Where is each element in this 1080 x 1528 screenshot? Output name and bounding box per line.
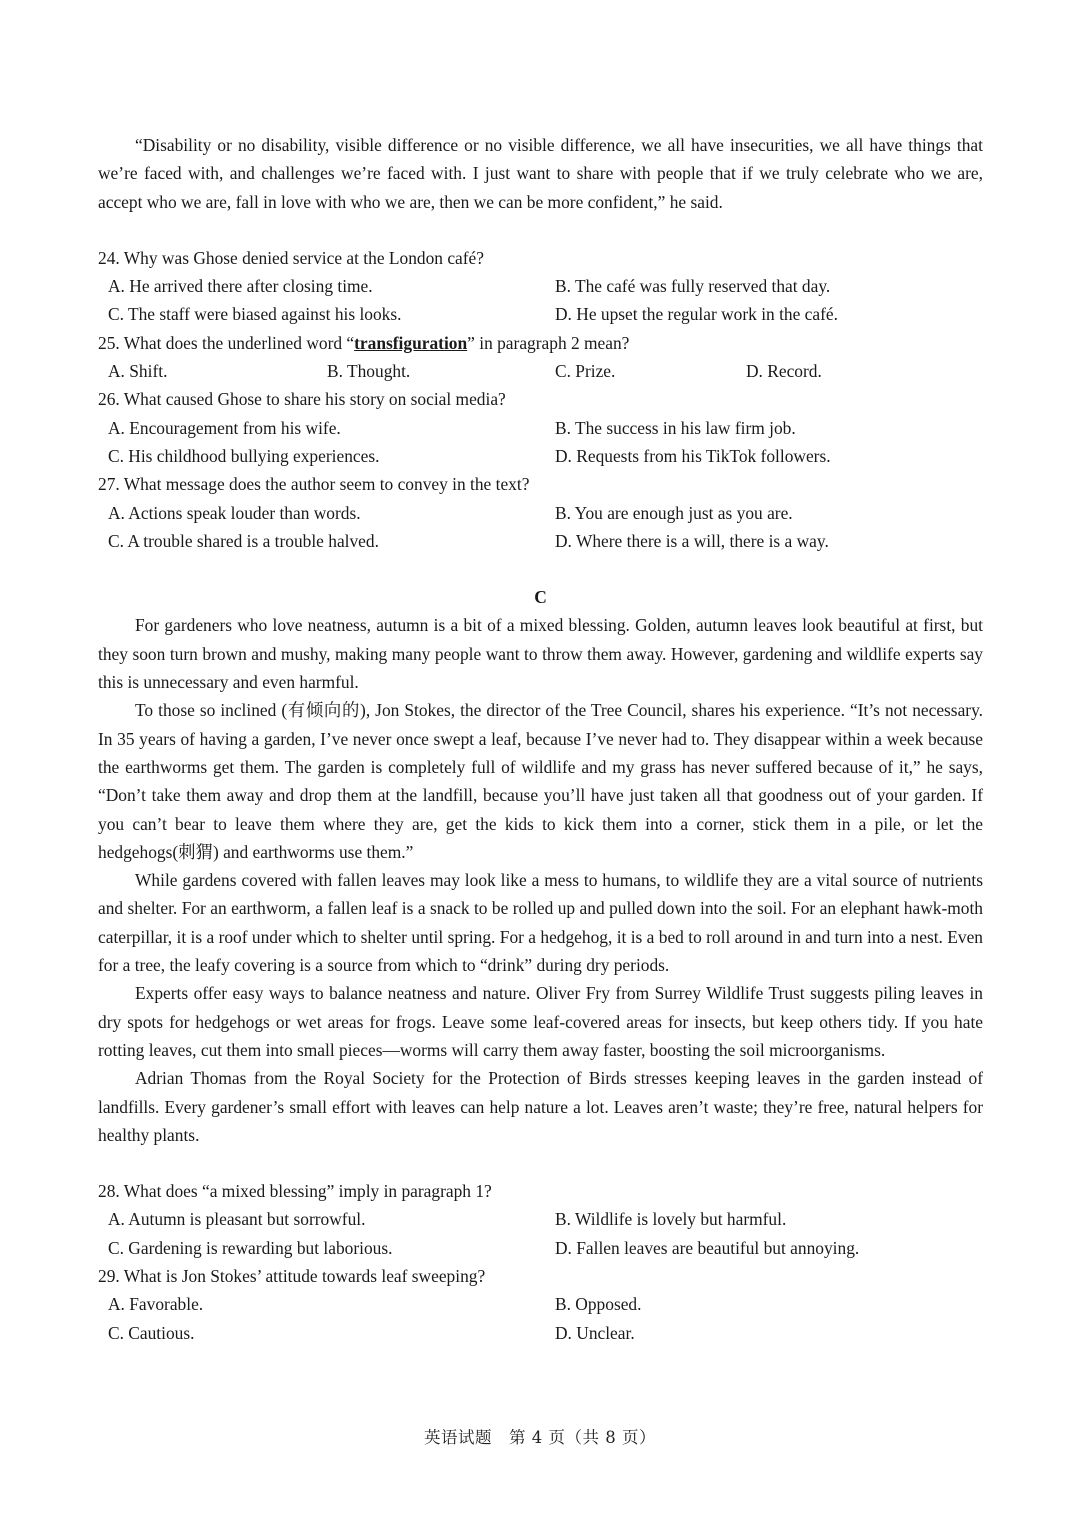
section-c-heading: C [534, 587, 547, 608]
question-29-option-a: A. Favorable. [108, 1294, 204, 1315]
question-28-options-row-1 [98, 1205, 983, 1233]
question-26-stem: 26. What caused Ghose to share his story on social media? [98, 389, 506, 410]
question-27-option-b: B. You are enough just as you are. [555, 502, 793, 523]
question-28-option-b: B. Wildlife is lovely but harmful. [555, 1209, 787, 1230]
question-26-options-row-1 [98, 414, 983, 442]
question-24-option-b: B. The café was fully reserved that day. [555, 276, 831, 297]
question-24-options-row-2 [98, 300, 983, 328]
question-29-option-d: D. Unclear. [555, 1322, 635, 1343]
passage-b-closing-paragraph: “Disability or no disability, visible difference or no visible difference, we all have insecurities, we all have things that we’re faced with, and challenges we’re faced with. I just want to share with people that if we truly celebrate who we are, accept who we are, fall in love with who we are, then we can be more confident,” he said. [98, 135, 983, 212]
question-27-options-row-1 [98, 499, 983, 527]
question-25-option-c: C. Prize. [555, 361, 616, 382]
question-25-option-a: A. Shift. [108, 361, 168, 382]
spacer [98, 1149, 983, 1177]
question-26-options-row-2 [98, 442, 983, 470]
section-c-paragraph-1: For gardeners who love neatness, autumn is a bit of a mixed blessing. Golden, autumn leaves look beautiful at first, but they soon turn brown and mushy, making many people want to throw them away. However, gardening and wildlife experts say this is unnecessary and even harmful. [98, 615, 983, 693]
question-24-option-c: C. The staff were biased against his looks. [108, 304, 402, 325]
question-25-option-d: D. Record. [746, 361, 822, 382]
section-c-paragraph-5: Adrian Thomas from the Royal Society for the Protection of Birds stresses keeping leaves in the garden instead of landfills. Every gardener’s small effort with leaves can help nature a lot. Leaves aren’t waste; they’re free, natural helpers for healthy plants. [98, 1068, 983, 1145]
question-28-option-c: C. Gardening is rewarding but laborious. [108, 1237, 393, 1258]
question-27-option-c: C. A trouble shared is a trouble halved. [108, 530, 379, 551]
question-26-option-c: C. His childhood bullying experiences. [108, 445, 380, 466]
spacer [98, 555, 983, 583]
question-25-options-row [98, 357, 983, 385]
question-25-option-b: B. Thought. [327, 361, 411, 382]
question-29-options-row-1 [98, 1290, 983, 1318]
question-25-stem-before: 25. What does the underlined word “ [98, 332, 355, 353]
question-29-stem: 29. What is Jon Stokes’ attitude towards leaf sweeping? [98, 1265, 486, 1286]
question-26-option-b: B. The success in his law firm job. [555, 417, 796, 438]
question-27-options-row-2 [98, 527, 983, 555]
question-24-option-d: D. He upset the regular work in the café. [555, 304, 838, 325]
section-c-paragraph-2: To those so inclined (有倾向的), Jon Stokes, the director of the Tree Council, shares his experience. “It’s not necessary. In 35 years of having a garden, I’ve never once swept a leaf, because I’ve never had to. They disappear within a week because the earthworms get them. The garden is completely full of wildlife and my grass has never suffered because of it,” he says, “Don’t take them away and drop them at the landfill, because you’ll have just taken all that goodness out of your garden. If you can’t bear to leave them where they are, get the kids to kick them into a corner, stick them in a pile, or let the hedgehogs(刺猬) and earthworms use them.” [98, 700, 983, 862]
question-29-options-row-2 [98, 1319, 983, 1347]
question-28-options-row-2 [98, 1234, 983, 1262]
question-25-underlined-word: transfiguration [354, 332, 468, 353]
question-24-option-a: A. He arrived there after closing time. [108, 276, 373, 297]
section-c-paragraph-3: While gardens covered with fallen leaves may look like a mess to humans, to wildlife they are a vital source of nutrients and shelter. For an earthworm, a fallen leaf is a snack to be rolled up and pulled down into the soil. For an elephant hawk-moth caterpillar, it is a roof under which to shelter until spring. For a hedgehog, it is a bed to roll around in and turn into a nest. Even for a tree, the leafy covering is a source from which to “drink” during dry periods. [98, 870, 983, 976]
question-28-option-d: D. Fallen leaves are beautiful but annoying. [555, 1237, 860, 1258]
question-29-option-b: B. Opposed. [555, 1294, 642, 1315]
exam-page [98, 131, 983, 1347]
question-25-stem [98, 329, 983, 357]
question-27-option-d: D. Where there is a will, there is a way. [555, 530, 829, 551]
question-26-option-d: D. Requests from his TikTok followers. [555, 445, 831, 466]
question-24-options-row-1 [98, 272, 983, 300]
question-28-stem: 28. What does “a mixed blessing” imply in paragraph 1? [98, 1181, 492, 1202]
question-29-option-c: C. Cautious. [108, 1322, 195, 1343]
page-footer: 英语试题 第 4 页（共 8 页） [424, 1428, 656, 1447]
question-28-option-a: A. Autumn is pleasant but sorrowful. [108, 1209, 366, 1230]
question-24-stem: 24. Why was Ghose denied service at the London café? [98, 247, 484, 268]
spacer [98, 216, 983, 244]
question-25-stem-after: ” in paragraph 2 mean? [467, 332, 630, 353]
section-c-paragraph-4: Experts offer easy ways to balance neatness and nature. Oliver Fry from Surrey Wildlife Trust suggests piling leaves in dry spots for hedgehogs or wet areas for frogs. Leave some leaf-covered areas for insects, but keep others tidy. If you hate rotting leaves, cut them into small pieces—worms will carry them away faster, boosting the soil microorganisms. [98, 983, 983, 1060]
question-27-stem: 27. What message does the author seem to convey in the text? [98, 474, 530, 495]
question-26-option-a: A. Encouragement from his wife. [108, 417, 341, 438]
question-27-option-a: A. Actions speak louder than words. [108, 502, 361, 523]
